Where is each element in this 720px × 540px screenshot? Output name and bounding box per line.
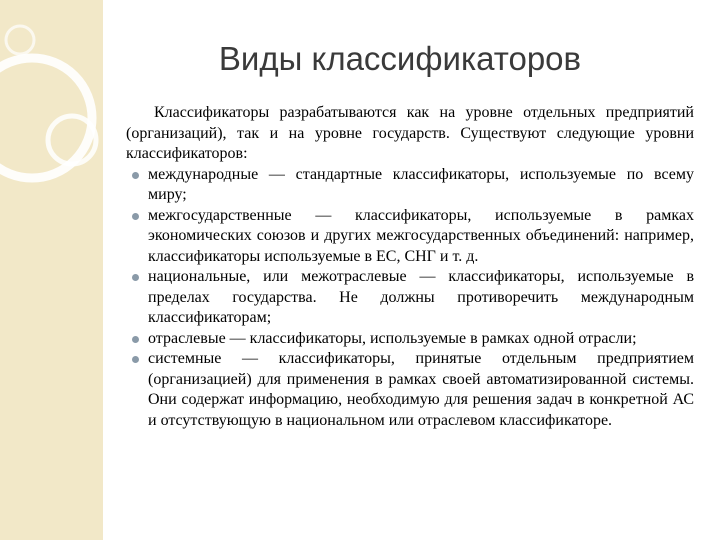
level-description: — стандартные классификаторы, используемые по всему миру; [148,165,694,203]
decorative-circles-graphic [0,0,103,540]
level-term: межгосударственные [148,206,292,224]
bullet-icon [132,274,139,281]
level-description: , или межотраслевые — классификаторы, используемые в пределах государства. Не должны противоречить международным классификаторам; [148,268,694,326]
list-item-interstate [126,206,694,268]
classifier-levels-list [126,165,694,432]
level-description: — классификаторы, используемые в рамках экономических союзов и других межгосударственных объединений: например, классификаторы используемые в ЕС, СНГ и т. д. [148,206,694,265]
bullet-icon [132,356,139,363]
slide-body [126,103,694,431]
intro-paragraph: Классификаторы разрабатываются как на уровне отдельных предприятий (организаций), так и на уровне государств. Существуют следующие уровни классификаторов: [126,104,694,162]
level-term: отраслевые [148,329,226,347]
list-item-national [126,267,694,329]
level-description: — классификаторы, принятые отдельным предприятием (организацией) для применения в рамках своей автоматизированной системы. Они содержат информацию, необходимую для решения задач в конкретной АС и отсутствующую в национальном или отраслевом классификаторе. [148,350,694,429]
level-description: — классификаторы, используемые в рамках одной отрасли; [225,329,637,347]
level-term: национальные [148,268,247,285]
list-item-international [126,165,694,206]
level-term: международные [148,165,259,183]
level-term: системные [148,350,222,367]
list-item-industry [126,329,694,350]
bullet-icon [132,213,139,220]
page-title: Виды классификаторов [218,40,582,77]
bullet-icon [132,336,139,343]
bullet-icon [132,172,139,179]
decorative-left-band [0,0,103,540]
list-item-system [126,349,694,431]
